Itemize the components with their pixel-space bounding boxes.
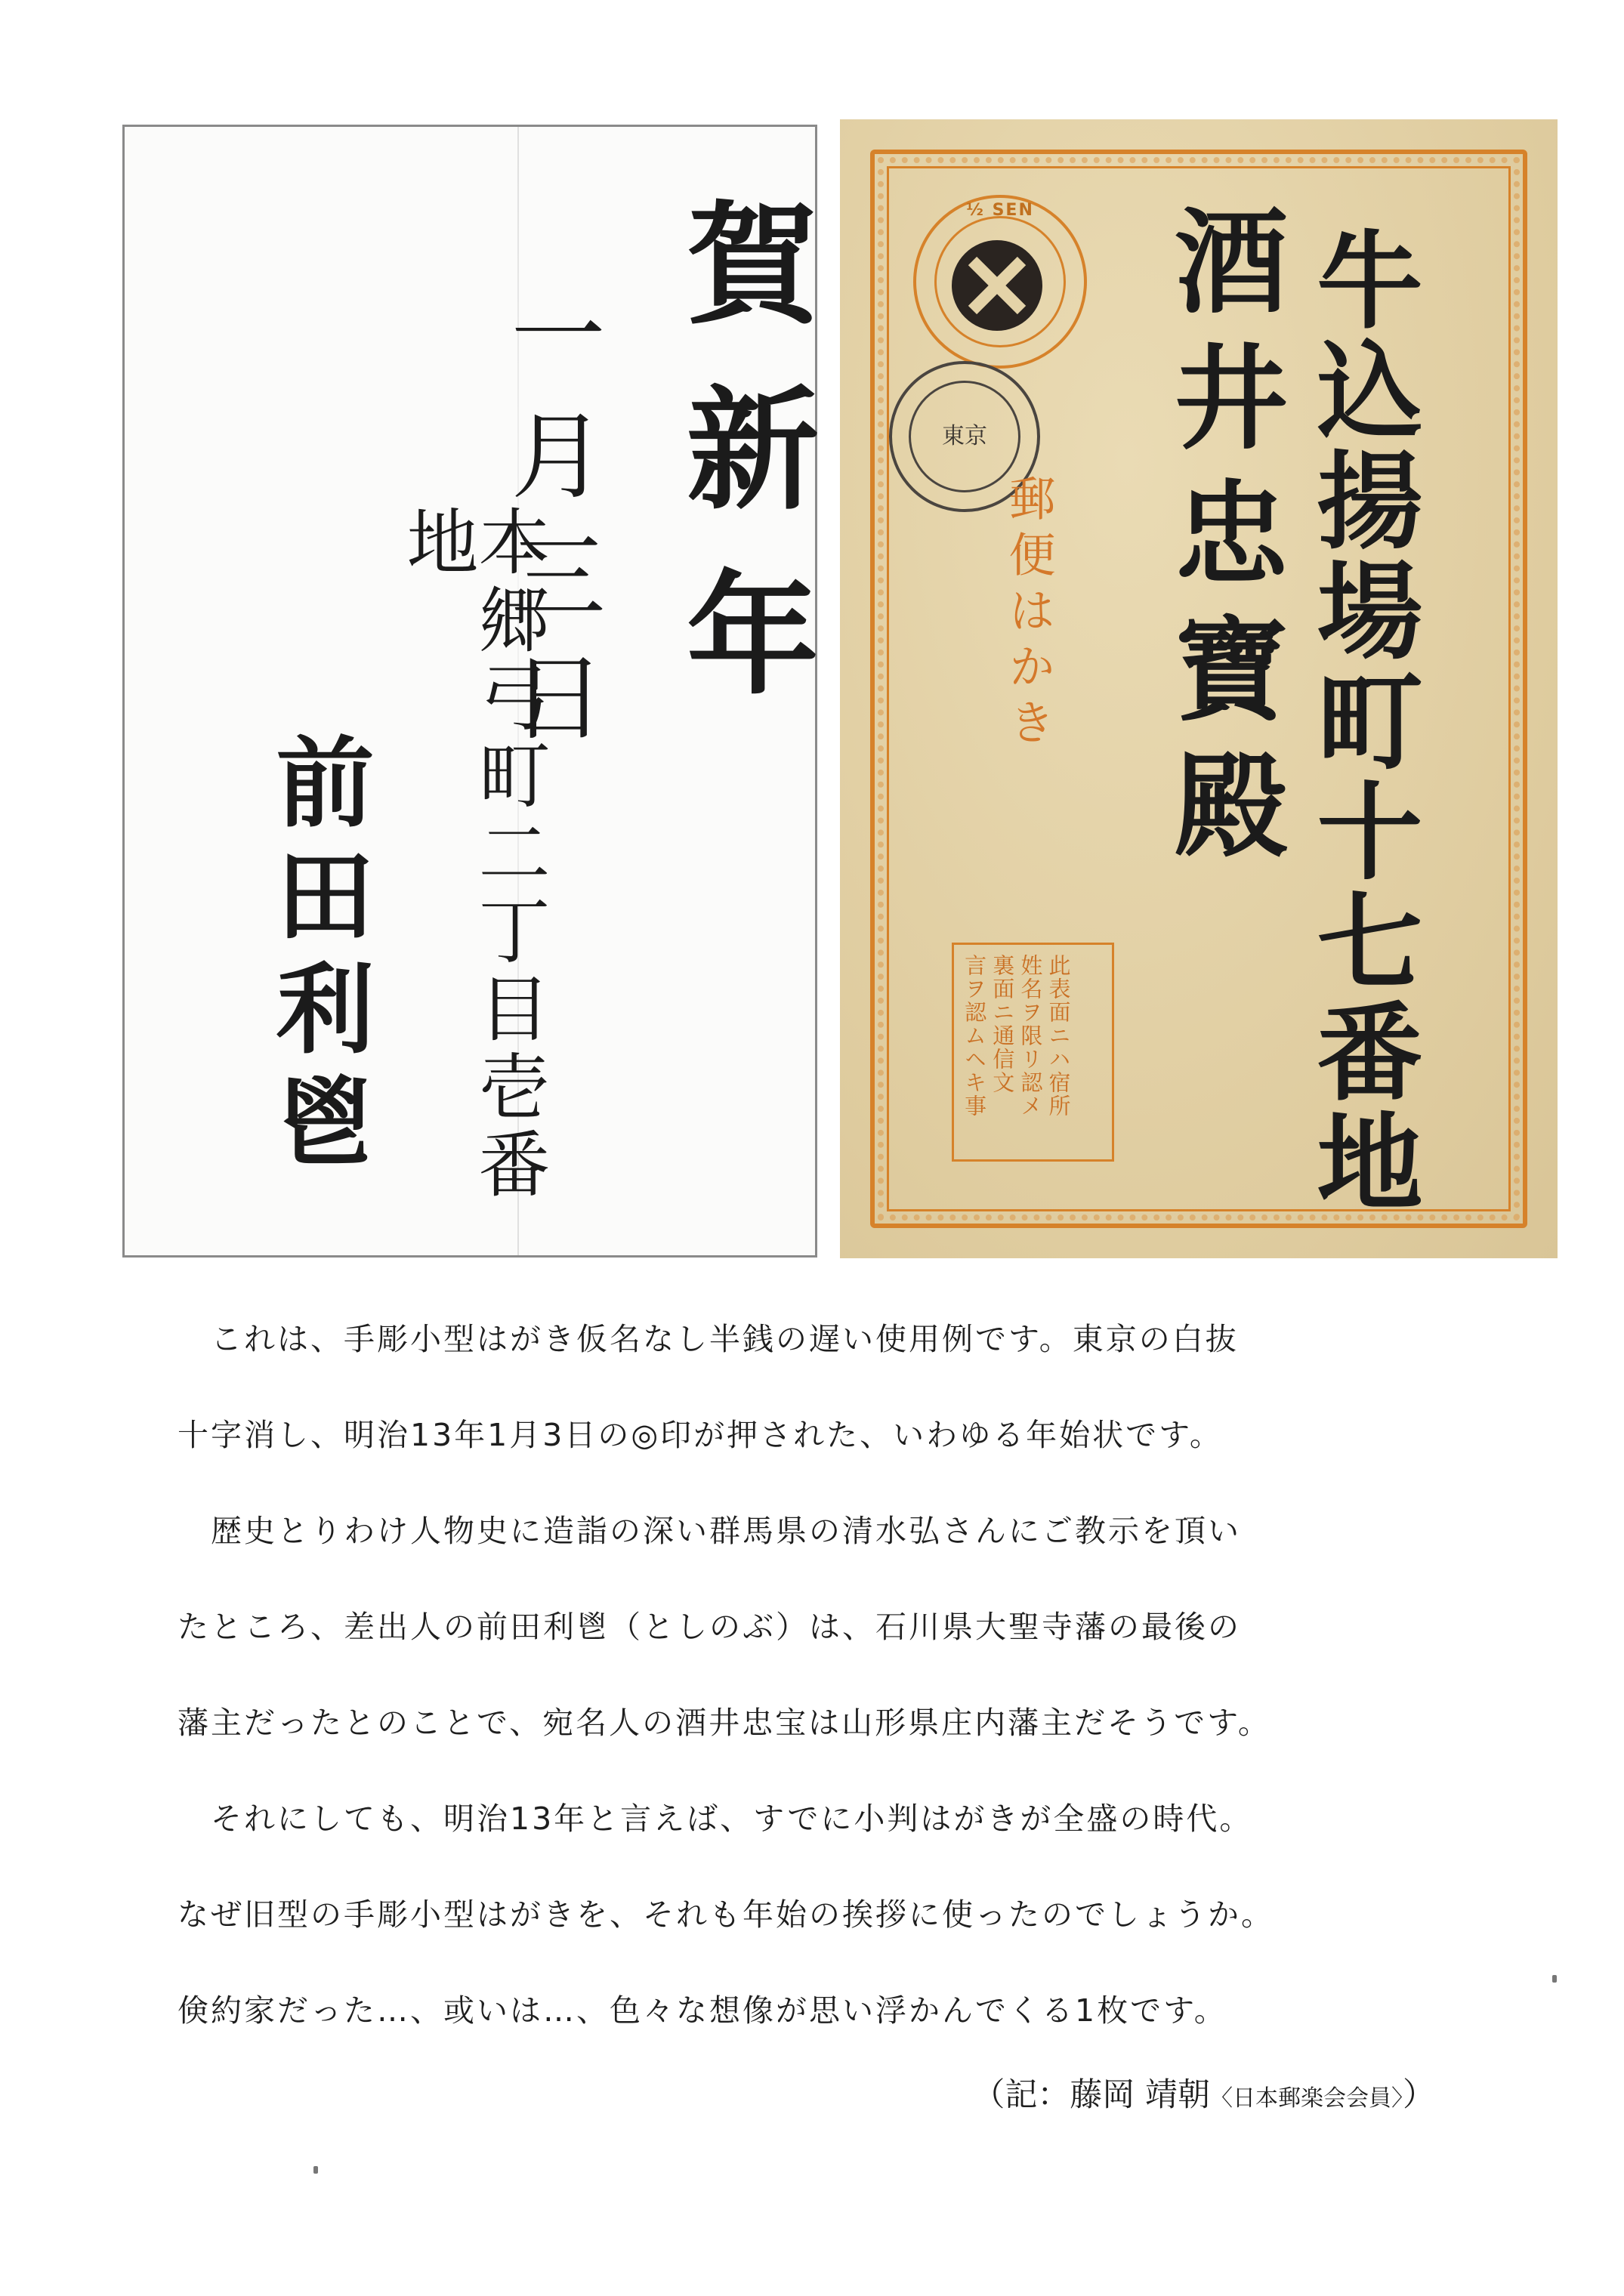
body-line: 十字消し、明治13年1月3日の◎印が押された、いわゆる年始状です。 [178, 1417, 1223, 1453]
handwritten-date: 一月三日 [495, 285, 604, 769]
credit-author: （記：藤岡 靖朝 [972, 2076, 1210, 2114]
notice-line: 此表面ニハ宿所 [1045, 954, 1072, 1118]
printed-card-title: 郵便はかき [1001, 474, 1056, 754]
body-line: それにしても、明治13年と言えば、すでに小判はがきが全盛の時代。 [178, 1801, 1253, 1837]
author-credit [846, 2069, 1435, 2115]
credit-close: ） [1403, 2076, 1435, 2114]
scan-speck [1552, 1975, 1557, 1983]
white-cross-cancel-icon [952, 240, 1042, 331]
sender-name: 前田利鬯 [260, 731, 375, 1184]
credit-affiliation: 〈日本郵楽会会員〉 [1210, 2085, 1403, 2112]
postmark-text: 東京 [942, 423, 987, 449]
notice-text [960, 954, 1072, 1150]
article-body [178, 1292, 1454, 2059]
stamp-denomination: ½ SEN [966, 201, 1034, 220]
body-line: 倹約家だった…、或いは…、色々な想像が思い浮かんでくる1枚です。 [178, 1992, 1227, 2029]
body-line: たところ、差出人の前田利鬯（としのぶ）は、石川県大聖寺藩の最後の [178, 1609, 1241, 1645]
postcard-back-image [122, 125, 820, 1258]
recipient-name: 酒井忠寶殿 [1155, 202, 1288, 882]
notice-line: 姓名ヲ限リ認メ [1017, 954, 1044, 1118]
sender-address: 本郷弓町二丁目壱番地 [395, 505, 550, 1205]
notice-line: 言ヲ認ムヘキ事 [962, 954, 988, 1118]
body-line: これは、手彫小型はがき仮名なし半銭の遅い使用例です。東京の白抜 [178, 1321, 1239, 1357]
body-line: なぜ旧型の手彫小型はがきを、それも年始の挨拶に使ったのでしょうか。 [178, 1896, 1274, 1933]
recipient-address: 牛込揚場町十七番地 [1299, 225, 1423, 1217]
body-line: 歴史とりわけ人物史に造詣の深い群馬県の清水弘さんにご教示を頂い [178, 1513, 1241, 1549]
body-line: 藩主だったとのことで、宛名人の酒井忠宝は山形県庄内藩主だそうです。 [178, 1705, 1271, 1741]
notice-line: 裏面ニ通信文 [990, 954, 1016, 1094]
postcard-front-image [840, 119, 1558, 1258]
scan-speck [313, 2166, 318, 2174]
new-year-greeting: 賀新年 [665, 195, 820, 750]
printed-notice-box [952, 943, 1114, 1162]
